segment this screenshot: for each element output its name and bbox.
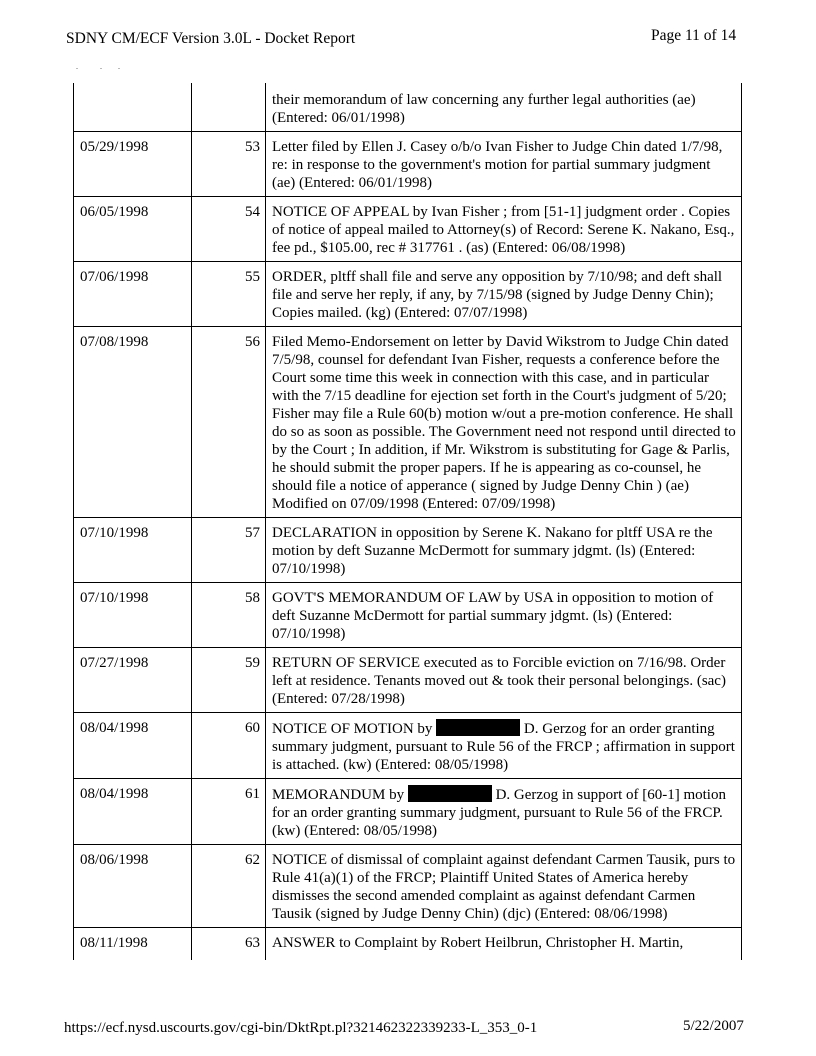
entry-number bbox=[192, 83, 266, 132]
entry-text bbox=[266, 713, 742, 779]
entry-number: 57 bbox=[192, 518, 266, 583]
entry-number: 60 bbox=[192, 713, 266, 779]
entry-text: Filed Memo-Endorsement on letter by David Wikstrom to Judge Chin dated 7/5/98, counsel for defendant Ivan Fisher, requests a conference before the Court some time this week in connection with this case, and in particular with the 7/15 deadline for ejection set forth in the Court's judgment of 5/20; Fisher may file a Rule 60(b) motion w/out a pre-motion conference. He shall do so as soon as possible. The Government need not respond until directed to by the Court ; In addition, if Mr. Wikstrom is substituting for Gage & Parlis, he should submit the proper papers. If he is appearing as co-counsel, he should file a notice of apperance ( signed by Judge Denny Chin ) (ae) Modified on 07/09/1998 (Entered: 07/09/1998) bbox=[266, 327, 742, 518]
entry-date: 08/04/1998 bbox=[74, 713, 192, 779]
redaction-block bbox=[436, 719, 520, 736]
scan-speck bbox=[118, 68, 120, 69]
docket-entry-row bbox=[74, 845, 742, 928]
entry-text: RETURN OF SERVICE executed as to Forcible eviction on 7/16/98. Order left at residence. Tenants moved out & took their personal belongings. (sac) (Entered: 07/28/1998) bbox=[266, 648, 742, 713]
page-number: Page 11 of 14 bbox=[651, 27, 737, 44]
entry-text: NOTICE OF APPEAL by Ivan Fisher ; from [51-1] judgment order . Copies of notice of appeal mailed to Attorney(s) of Record: Serene K. Nakano, Esq., fee pd., $105.00, rec # 317761 . (as) (Entered: 06/08/1998) bbox=[266, 197, 742, 262]
redaction-block bbox=[408, 785, 492, 802]
entry-text: Letter filed by Ellen J. Casey o/b/o Ivan Fisher to Judge Chin dated 1/7/98, re: in response to the government's motion for partial summary judgment (ae) (Entered: 06/01/1998) bbox=[266, 132, 742, 197]
entry-text: ORDER, pltff shall file and serve any opposition by 7/10/98; and deft shall file and serve her reply, if any, by 7/15/98 (signed by Judge Denny Chin); Copies mailed. (kg) (Entered: 07/07/1998) bbox=[266, 262, 742, 327]
entry-number: 61 bbox=[192, 779, 266, 845]
docket-entry-row bbox=[74, 713, 742, 779]
entry-date: 08/06/1998 bbox=[74, 845, 192, 928]
docket-entry-row bbox=[74, 779, 742, 845]
entry-number: 56 bbox=[192, 327, 266, 518]
scan-speck bbox=[100, 68, 102, 69]
entry-number: 54 bbox=[192, 197, 266, 262]
entry-number: 55 bbox=[192, 262, 266, 327]
footer-date: 5/22/2007 bbox=[683, 1018, 744, 1034]
entry-text-before-redaction: MEMORANDUM by bbox=[272, 787, 405, 803]
entry-number: 59 bbox=[192, 648, 266, 713]
entry-date: 05/29/1998 bbox=[74, 132, 192, 197]
entry-number: 58 bbox=[192, 583, 266, 648]
entry-text-before-redaction: NOTICE OF MOTION by bbox=[272, 721, 433, 737]
entry-text: NOTICE of dismissal of complaint against defendant Carmen Tausik, purs to Rule 41(a)(1) of the FRCP; Plaintiff United States of America hereby dismisses the second amended complaint as against defendant Carmen Tausik (signed by Judge Denny Chin) (djc) (Entered: 08/06/1998) bbox=[266, 845, 742, 928]
docket-entry-row bbox=[74, 262, 742, 327]
entry-number: 62 bbox=[192, 845, 266, 928]
entry-text-after-redaction: D. Gerzog for an order granting summary judgment, pursuant to Rule 56 of the FRCP ; affirmation in support is attached. (kw) (Entered: 08/05/1998) bbox=[272, 721, 735, 773]
entry-date: 07/10/1998 bbox=[74, 583, 192, 648]
docket-entry-row bbox=[74, 928, 742, 961]
docket-entry-row bbox=[74, 197, 742, 262]
entry-date bbox=[74, 83, 192, 132]
entry-date: 07/27/1998 bbox=[74, 648, 192, 713]
entry-text bbox=[266, 779, 742, 845]
entry-number: 63 bbox=[192, 928, 266, 961]
footer-url: https://ecf.nysd.uscourts.gov/cgi-bin/DktRpt.pl?321462322339233-L_353_0-1 bbox=[64, 1020, 538, 1036]
entry-date: 06/05/1998 bbox=[74, 197, 192, 262]
docket-entry-row bbox=[74, 83, 742, 132]
entry-date: 07/10/1998 bbox=[74, 518, 192, 583]
entry-date: 08/11/1998 bbox=[74, 928, 192, 961]
entry-date: 07/06/1998 bbox=[74, 262, 192, 327]
entry-text: GOVT'S MEMORANDUM OF LAW by USA in opposition to motion of deft Suzanne McDermott for partial summary jdgmt. (ls) (Entered: 07/10/1998) bbox=[266, 583, 742, 648]
entry-text: their memorandum of law concerning any further legal authorities (ae) (Entered: 06/01/1998) bbox=[266, 83, 742, 132]
entry-text: DECLARATION in opposition by Serene K. Nakano for pltff USA re the motion by deft Suzanne McDermott for summary jdgmt. (ls) (Entered: 07/10/1998) bbox=[266, 518, 742, 583]
entry-date: 08/04/1998 bbox=[74, 779, 192, 845]
docket-entry-row bbox=[74, 648, 742, 713]
entry-text-after-redaction: D. Gerzog in support of [60-1] motion for an order granting summary judgment, pursuant to Rule 56 of the FRCP. (kw) (Entered: 08/05/1998) bbox=[272, 787, 726, 839]
docket-entry-row bbox=[74, 583, 742, 648]
page-header-title: SDNY CM/ECF Version 3.0L - Docket Report bbox=[66, 30, 356, 47]
entry-text: ANSWER to Complaint by Robert Heilbrun, Christopher H. Martin, bbox=[266, 928, 742, 961]
docket-entry-row bbox=[74, 132, 742, 197]
entry-number: 53 bbox=[192, 132, 266, 197]
docket-entry-row bbox=[74, 518, 742, 583]
entry-date: 07/08/1998 bbox=[74, 327, 192, 518]
docket-entry-row bbox=[74, 327, 742, 518]
docket-table bbox=[73, 83, 742, 960]
scan-speck bbox=[76, 68, 78, 69]
